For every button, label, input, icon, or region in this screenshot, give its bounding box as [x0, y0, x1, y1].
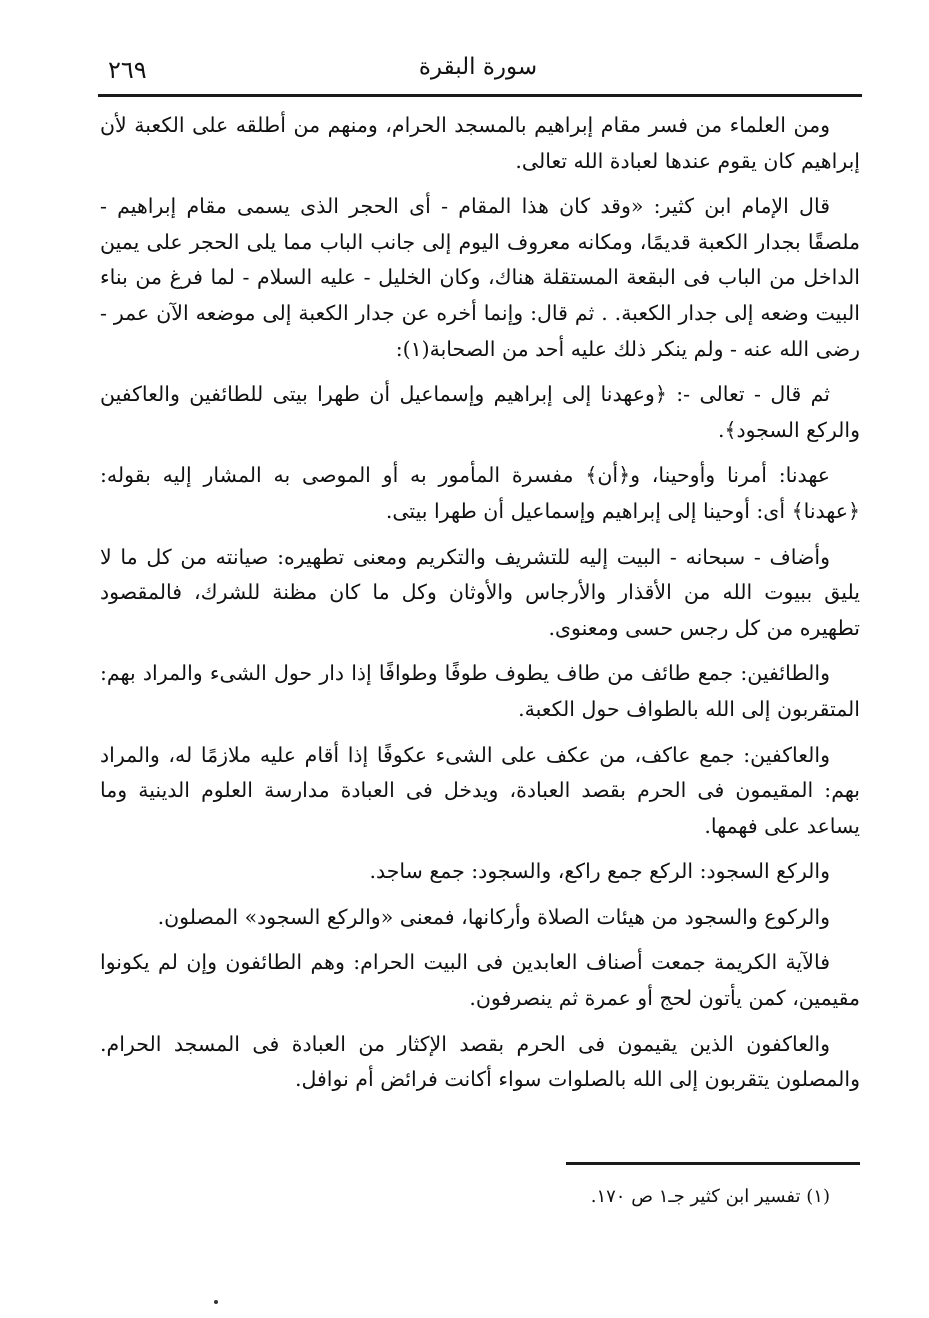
paragraph-7: والعاكفين: جمع عاكف، من عكف على الشىء عكوفًا إذا أقام عليه ملازمًا له، والمراد بهم: المقيمون فى الحرم بقصد العبادة، ويدخل فى العبادة مدارسة العلوم الدينية وما يساعد على فهمها. — [100, 742, 860, 838]
header-rule — [98, 94, 862, 97]
page-number: ٢٦٩ — [108, 56, 147, 84]
page-header — [96, 52, 860, 92]
paragraph-3: ثم قال - تعالى -: ﴿وعهدنا إلى إبراهيم وإسماعيل أن طهرا بيتى للطائفين والعاكفين والركع السجود﴾. — [100, 382, 860, 442]
surah-title: سورة البقرة — [418, 54, 538, 80]
body-text — [100, 108, 860, 1108]
paragraph-9: والركوع والسجود من هيئات الصلاة وأركانها، فمعنى «والركع السجود» المصلون. — [157, 904, 830, 929]
paragraph-5: وأضاف - سبحانه - البيت إليه للتشريف والتكريم ومعنى تطهيره: صيانته من كل ما لا يليق ببيوت الله من الأقذار والأرجاس والأوثان وكل ما كان مظنة للشرك، فالمقصود تطهيره من كل رجس حسى ومعنوى. — [100, 544, 860, 640]
paragraph-8: والركع السجود: الركع جمع راكع، والسجود: جمع ساجد. — [369, 859, 830, 884]
paragraph-4: عهدنا: أمرنا وأوحينا، و﴿أن﴾ مفسرة المأمور به أو الموصى به المشار إليه بقوله: ﴿عهدنا﴾ أى: أوحينا إلى إبراهيم وإسماعيل أن طهرا بيتى. — [100, 463, 860, 523]
scan-speck — [214, 1300, 218, 1304]
footnote: (١) تفسير ابن كثير جـ١ ص ١٧٠. — [590, 1186, 830, 1207]
paragraph-1: ومن العلماء من فسر مقام إبراهيم بالمسجد الحرام، ومنهم من أطلقه على الكعبة لأن إبراهيم كان يقوم عندها لعبادة الله تعالى. — [100, 113, 860, 173]
paragraph-11: والعاكفون الذين يقيمون فى الحرم بقصد الإكثار من العبادة فى المسجد الحرام. والمصلون يتقربون إلى الله بالصلوات سواء أكانت فرائض أم نوافل. — [100, 1031, 860, 1092]
paragraph-2: قال الإمام ابن كثير: «وقد كان هذا المقام - أى الحجر الذى يسمى مقام إبراهيم - ملصقًا بجدار الكعبة قديمًا، ومكانه معروف اليوم إلى جانب الباب مما يلى الحجر على يمين الداخل من الباب فى البقعة المستقلة هناك، وكان الخليل - عليه السلام - لما فرغ من بناء البيت وضعه إلى جدار الكعبة. . ثم قال: وإنما أخره عن جدار الكعبة إلى موضعه الآن عمر - رضى الله عنه - ولم ينكر ذلك عليه أحد من الصحابة(١): — [100, 194, 860, 361]
paragraph-6: والطائفين: جمع طائف من طاف يطوف طوفًا وطوافًا إذا دار حول الشىء والمراد بهم: المتقربون إلى الله بالطواف حول الكعبة. — [100, 661, 860, 721]
footnote-rule — [566, 1162, 860, 1165]
paragraph-10: فالآية الكريمة جمعت أصناف العابدين فى البيت الحرام: وهم الطائفون وإن لم يكونوا مقيمين، كمن يأتون لحج أو عمرة ثم ينصرفون. — [100, 950, 860, 1011]
